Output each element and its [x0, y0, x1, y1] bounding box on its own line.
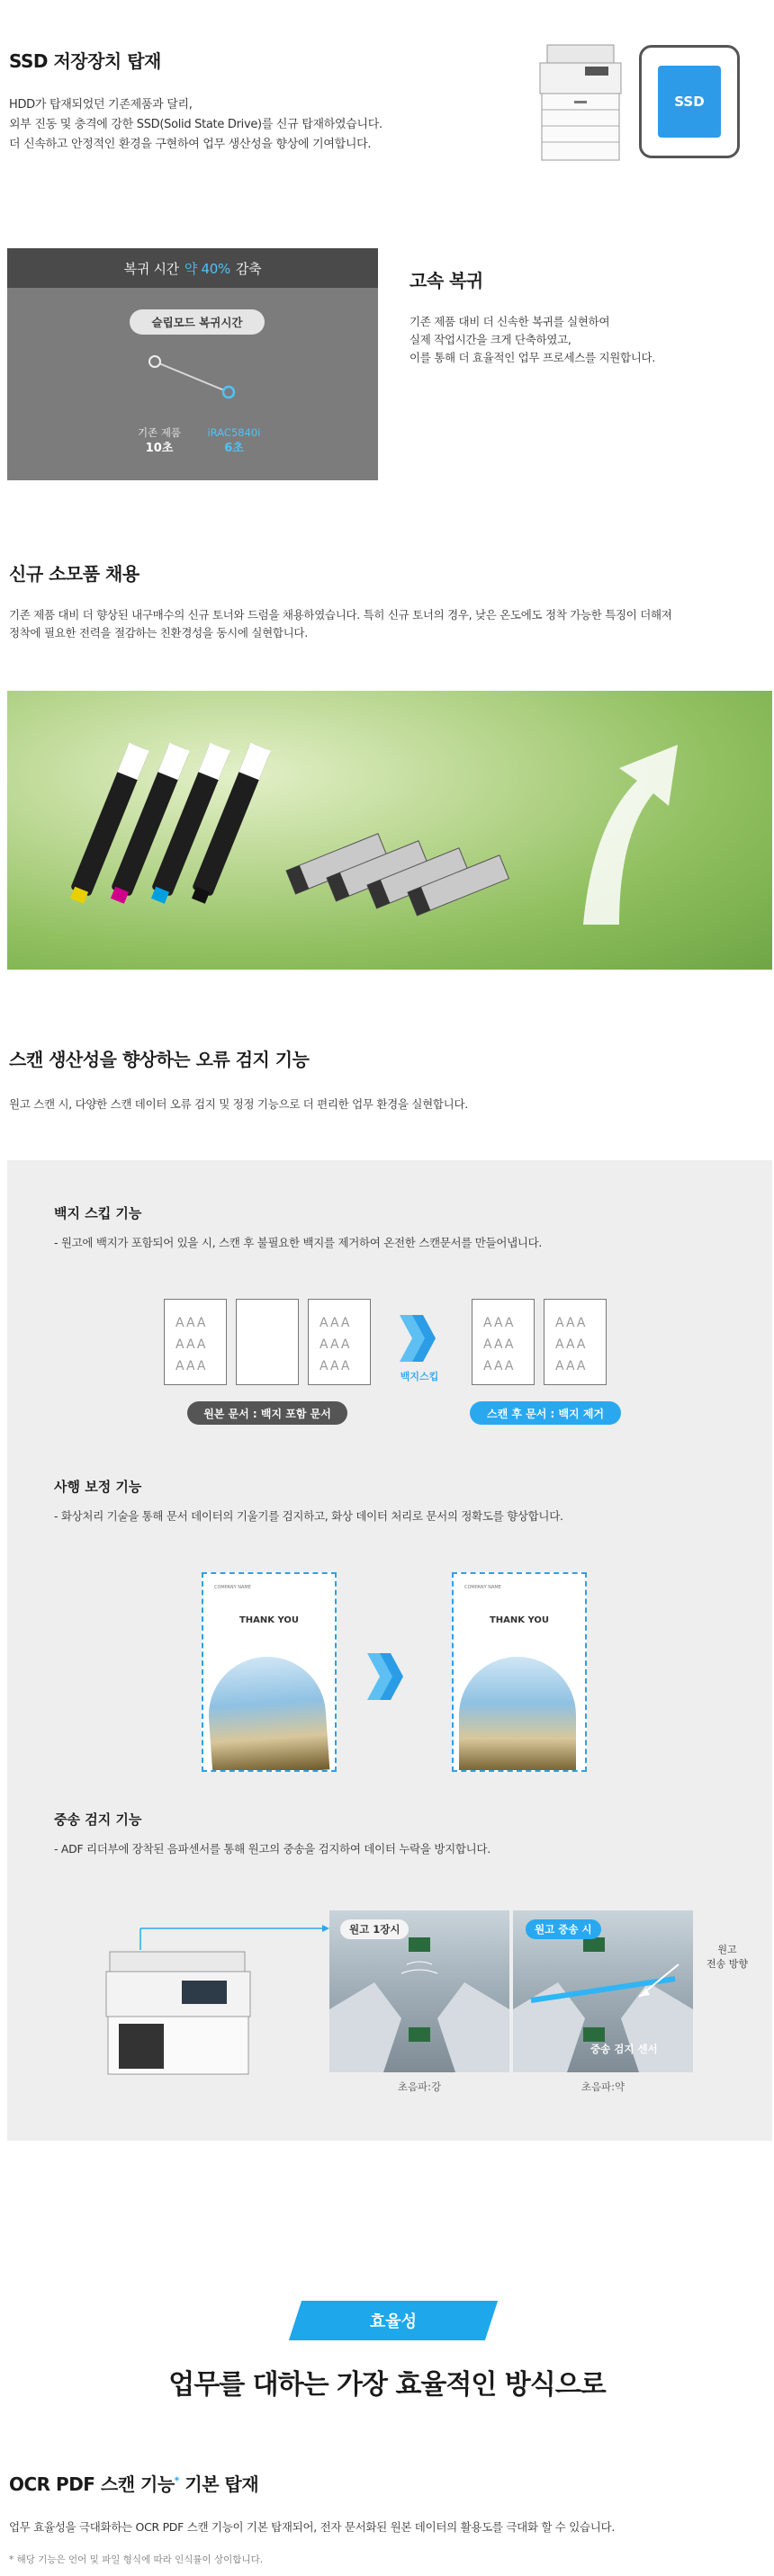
blank-skip-arrow-label: 백지스킵 [400, 1371, 439, 1382]
double-feed-title: 중송 검지 기능 [54, 1811, 142, 1828]
page-heading: THANK YOU [489, 1615, 550, 1625]
ocr-title-main: OCR PDF 스캔 기능 [9, 2473, 175, 2495]
single-sheet-tag: 원고 1장시 [340, 1919, 409, 1939]
fast-recovery-description [410, 313, 655, 367]
ocr-title [9, 2470, 258, 2496]
ssd-line-1: HDD가 탑재되었던 기존제품과 달리, [9, 98, 193, 112]
new-product-label: iRAC5840i [207, 426, 261, 439]
doc-text: AAA AAA AAA [555, 1316, 588, 1373]
ultrasound-weak-caption: 초음파:약 [580, 2080, 626, 2093]
blank-skip-title: 백지 스킵 기능 [54, 1205, 142, 1221]
skew-title: 사행 보정 기능 [54, 1479, 142, 1495]
ssd-chip-label: SSD [658, 66, 721, 138]
consumables-line-2: 정착에 필요한 전력을 절감하는 친환경성을 동시에 실현합니다. [9, 626, 308, 640]
consumables-title: 신규 소모품 채용 [9, 563, 140, 585]
doc-text: AAA AAA AAA [483, 1316, 516, 1373]
skewed-page [202, 1572, 337, 1772]
blank-skip-description: - 원고에 백지가 포함되어 있을 시, 스캔 후 불필요한 백지를 제거하여 온전한 스캔문서를 만들어냅니다. [54, 1236, 543, 1249]
sleep-mode-pill: 슬립모드 복귀시간 [130, 309, 265, 335]
fast-recovery-title: 고속 복귀 [410, 270, 483, 291]
printer-image [531, 38, 630, 164]
consumables-line-1: 기존 제품 대비 더 향상된 내구매수의 신규 토너와 드럼을 채용하였습니다. 특히 신규 토너의 경우, 낮은 온도에도 정착 가능한 특징이 더해져 [9, 608, 672, 622]
feed-direction-label [702, 1943, 752, 1972]
fast-line-3: 이를 통해 더 효율적인 업무 프로세스를 지원합니다. [410, 351, 655, 364]
feed-direction-line-2: 전송 방향 [706, 1958, 748, 1970]
double-feed-description: - ADF 리더부에 장착된 음파센서를 통해 원고의 중송을 검지하여 데이터 누락을 방지합니다. [54, 1842, 490, 1856]
ocr-description: 업무 효율성을 극대화하는 OCR PDF 스캔 기능이 기본 탑재되어, 전자 문서화된 원본 데이터의 활용도를 극대화 할 수 있습니다. [9, 2520, 616, 2534]
page-logo: COMPANY NAME [464, 1585, 501, 1590]
old-product-label: 기존 제품 [137, 426, 182, 439]
efficiency-headline: 업무를 대하는 가장 효율적인 방식으로 [168, 2369, 606, 2401]
feed-direction-line-1: 원고 [717, 1944, 737, 1955]
ocr-note: * 해당 기능은 언어 및 파일 형식에 따라 인식률이 상이합니다. [9, 2554, 264, 2565]
printer-adf-image [101, 1916, 335, 2078]
recovery-line-graphic [7, 248, 378, 480]
recovery-head-suffix: 감축 [235, 260, 262, 277]
chevron-right-icon [364, 1650, 409, 1704]
doc-text: AAA AAA AAA [320, 1316, 352, 1373]
recovery-head-prefix: 복귀 시간 [123, 260, 179, 277]
fast-line-1: 기존 제품 대비 더 신속한 복귀를 실현하여 [410, 315, 610, 328]
ssd-line-3: 더 신속하고 안정적인 환경을 구현하여 업무 생산성을 향상에 기여합니다. [9, 138, 372, 151]
ultrasound-strong-caption: 초음파:강 [397, 2080, 442, 2093]
toner-drum-illustration [7, 691, 772, 970]
before-scan-label: 원본 문서 : 백지 포함 문서 [187, 1401, 347, 1425]
scan-description: 원고 스캔 시, 다양한 스캔 데이터 오류 검지 및 정정 기능으로 더 편리한 업무 환경을 실현합니다. [9, 1097, 468, 1111]
ssd-line-2: 외부 진동 및 충격에 강한 SSD(Solid State Drive)를 신규 탑재하였습니다. [9, 118, 382, 131]
consumables-description [9, 606, 672, 642]
double-feed-tag: 원고 중송 시 [526, 1919, 601, 1939]
original-doc-2 [308, 1299, 371, 1385]
new-product-stat [198, 425, 270, 457]
corrected-page [452, 1572, 587, 1772]
original-doc-blank [236, 1299, 299, 1385]
scanned-doc-2 [544, 1299, 607, 1385]
old-product-stat [128, 425, 191, 457]
fast-line-2: 실제 작업시간을 크게 단축하였고, [410, 333, 572, 346]
page-heading: THANK YOU [238, 1615, 300, 1625]
page-photo [459, 1657, 576, 1772]
after-scan-label: 스캔 후 문서 : 백지 제거 [470, 1401, 621, 1425]
page-photo [205, 1653, 330, 1772]
scanned-doc-1 [472, 1299, 535, 1385]
scan-title: 스캔 생산성을 향상하는 오류 검지 기능 [9, 1049, 310, 1070]
recovery-time-card [7, 248, 378, 480]
new-product-value: 6초 [224, 442, 244, 455]
sensor-label: 중송 검지 센서 [590, 2043, 658, 2055]
ssd-title: SSD 저장장치 탑재 [9, 50, 161, 72]
ocr-title-suffix: 기본 탑재 [178, 2473, 259, 2495]
doc-text: AAA AAA AAA [176, 1316, 208, 1373]
ssd-chip-icon [639, 45, 740, 158]
page-logo: COMPANY NAME [214, 1585, 251, 1590]
old-product-value: 10초 [145, 442, 174, 455]
skew-description: - 화상처리 기술을 통해 문서 데이터의 기울기를 검지하고, 화상 데이터 처리로 문서의 정확도를 향상합니다. [54, 1509, 563, 1523]
toner-drum-banner [7, 691, 772, 970]
ssd-description [9, 95, 382, 155]
efficiency-badge: 효율성 [369, 2312, 418, 2331]
recovery-head-highlight: 약 40% [184, 260, 230, 277]
ocr-title-sup: * [174, 2474, 179, 2487]
chevron-right-icon [396, 1311, 441, 1365]
original-doc-1 [164, 1299, 227, 1385]
